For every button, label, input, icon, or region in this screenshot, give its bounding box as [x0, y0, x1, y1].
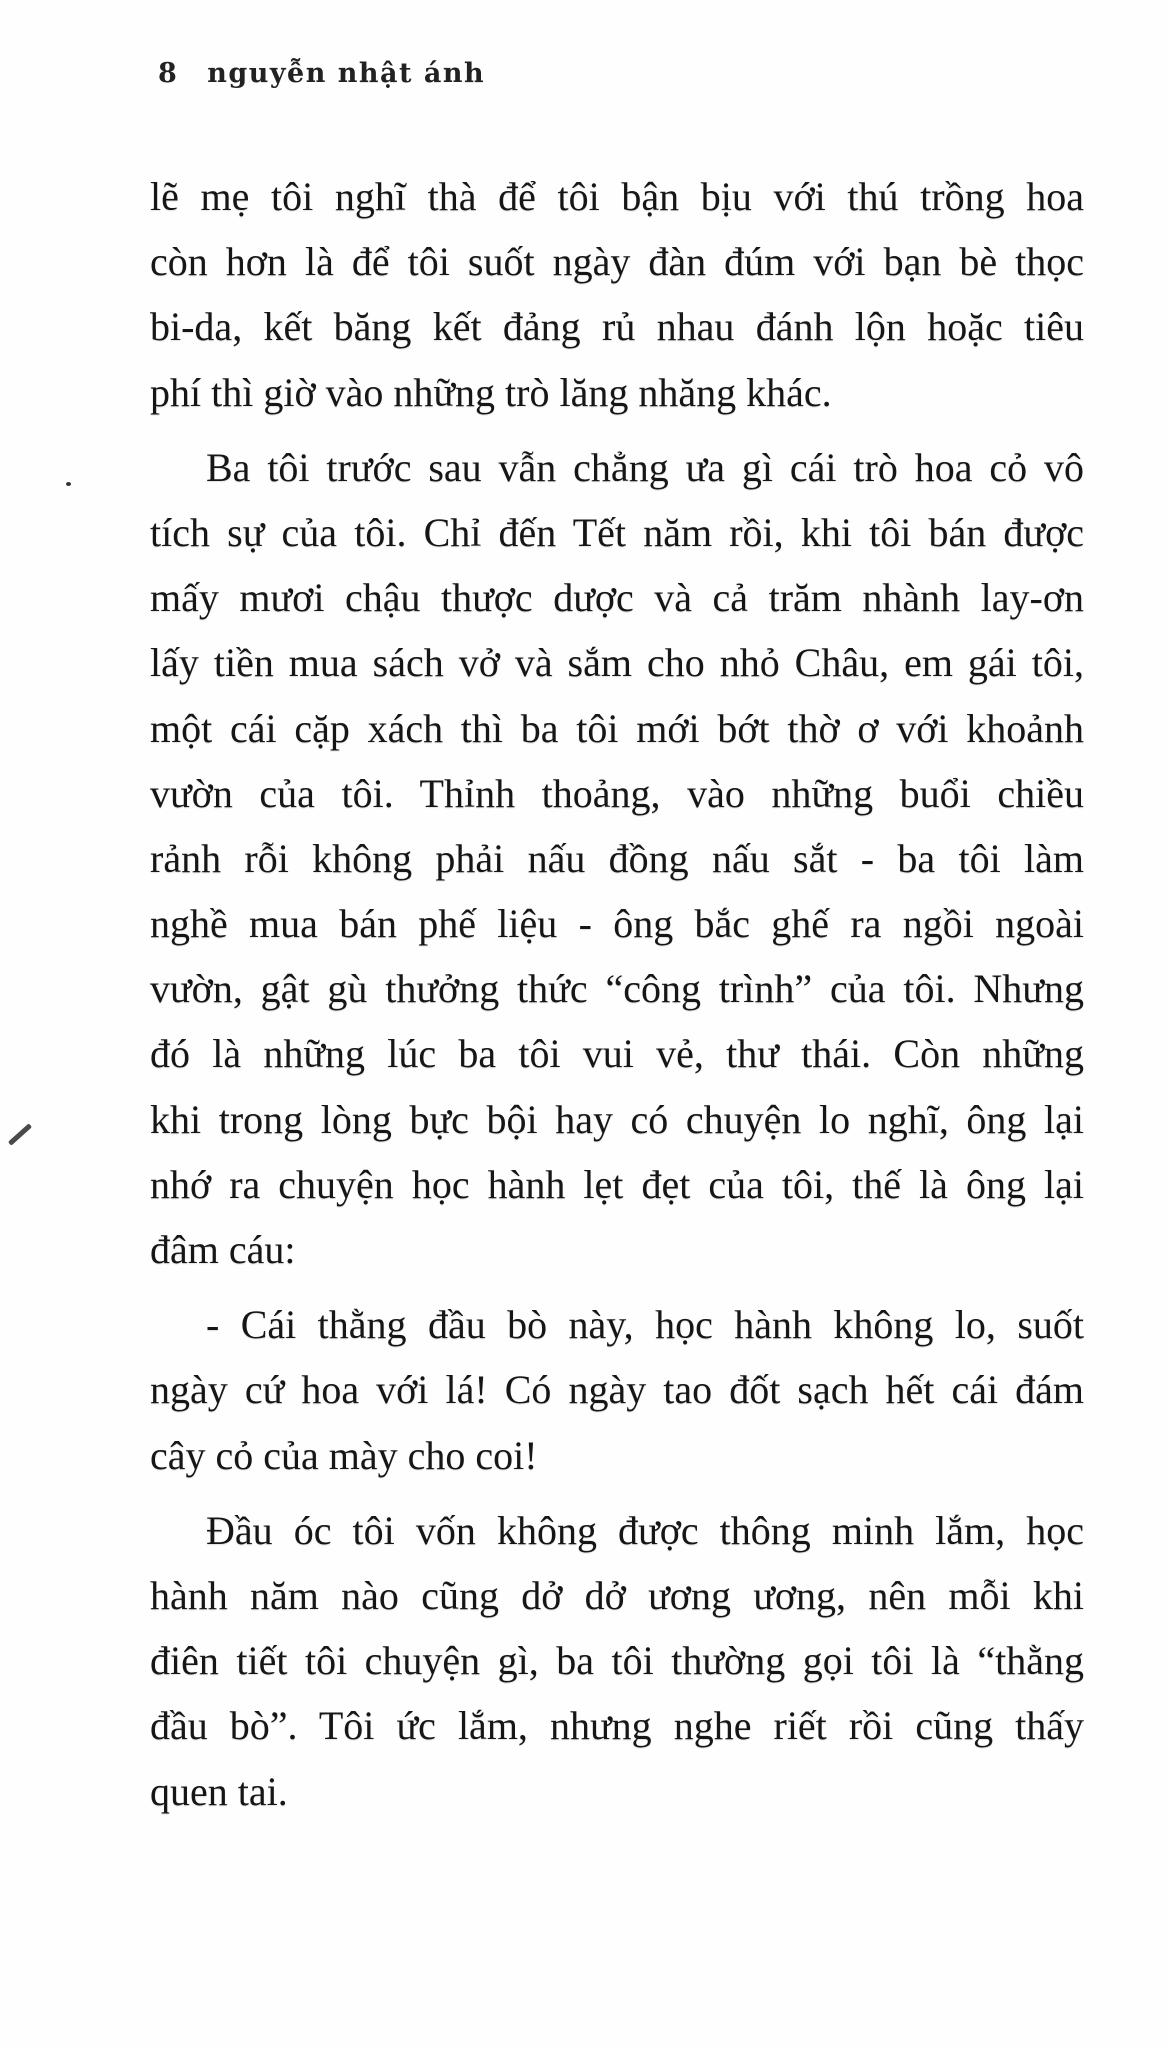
text-line: nhớ ra chuyện học hành lẹt đẹt của tôi, thế là ông lại — [150, 1161, 1084, 1207]
running-head — [158, 58, 485, 89]
text-line: phí thì giờ vào những trò lăng nhăng khác. — [150, 369, 832, 415]
text-line: vườn, gật gù thưởng thức “công trình” của tôi. Nhưng — [150, 966, 1084, 1012]
ink-speck — [66, 482, 71, 486]
paragraph-4 — [150, 1498, 1084, 1824]
text-line: tích sự của tôi. Chỉ đến Tết năm rồi, khi tôi bán được — [150, 509, 1084, 555]
text-line: khi trong lòng bực bội hay có chuyện lo nghĩ, ông lại — [150, 1096, 1084, 1142]
paragraph-3-dialogue — [150, 1292, 1084, 1488]
pen-mark — [8, 1123, 32, 1145]
text-line: đó là những lúc ba tôi vui vẻ, thư thái. Còn những — [150, 1031, 1084, 1077]
text-line: rảnh rỗi không phải nấu đồng nấu sắt - ba tôi làm — [150, 835, 1084, 881]
text-line: - Cái thằng đầu bò này, học hành không lo, suốt — [206, 1302, 1084, 1348]
text-line: cây cỏ của mày cho coi! — [150, 1432, 538, 1478]
text-line: lấy tiền mua sách vở và sắm cho nhỏ Châu, em gái tôi, — [150, 640, 1084, 686]
text-line: đâm cáu: — [150, 1227, 296, 1272]
text-line: còn hơn là để tôi suốt ngày đàn đúm với bạn bè thọc — [150, 239, 1084, 285]
text-line: đầu bò”. Tôi ức lắm, nhưng nghe riết rồi cũng thấy — [150, 1703, 1084, 1749]
text-line: quen tai. — [150, 1768, 288, 1814]
page-number: 8 — [158, 58, 179, 89]
text-line: lẽ mẹ tôi nghĩ thà để tôi bận bịu với thú trồng hoa — [150, 174, 1084, 219]
paragraph-1 — [150, 164, 1084, 425]
text-line: nghề mua bán phế liệu - ông bắc ghế ra ngồi ngoài — [150, 901, 1084, 947]
text-line: hành năm nào cũng dở dở ương ương, nên mỗi khi — [150, 1572, 1084, 1618]
text-line: một cái cặp xách thì ba tôi mới bớt thờ ơ với khoảnh — [150, 705, 1084, 751]
author-name: nguyễn nhật ánh — [207, 58, 486, 89]
text-line: điên tiết tôi chuyện gì, ba tôi thường gọi tôi là “thằng — [150, 1638, 1084, 1684]
text-line: ngày cứ hoa với lá! Có ngày tao đốt sạch hết cái đám — [150, 1367, 1084, 1413]
text-line: vườn của tôi. Thỉnh thoảng, vào những buổi chiều — [150, 770, 1084, 816]
text-line: mấy mươi chậu thược dược và cả trăm nhành lay-ơn — [150, 575, 1084, 621]
text-line: Ba tôi trước sau vẫn chẳng ưa gì cái trò hoa cỏ vô — [206, 444, 1084, 490]
text-line: Đầu óc tôi vốn không được thông minh lắm, học — [206, 1507, 1084, 1553]
body-text — [150, 164, 1084, 1834]
text-line: bi-da, kết băng kết đảng rủ nhau đánh lộn hoặc tiêu — [150, 304, 1084, 350]
paragraph-2 — [150, 435, 1084, 1282]
